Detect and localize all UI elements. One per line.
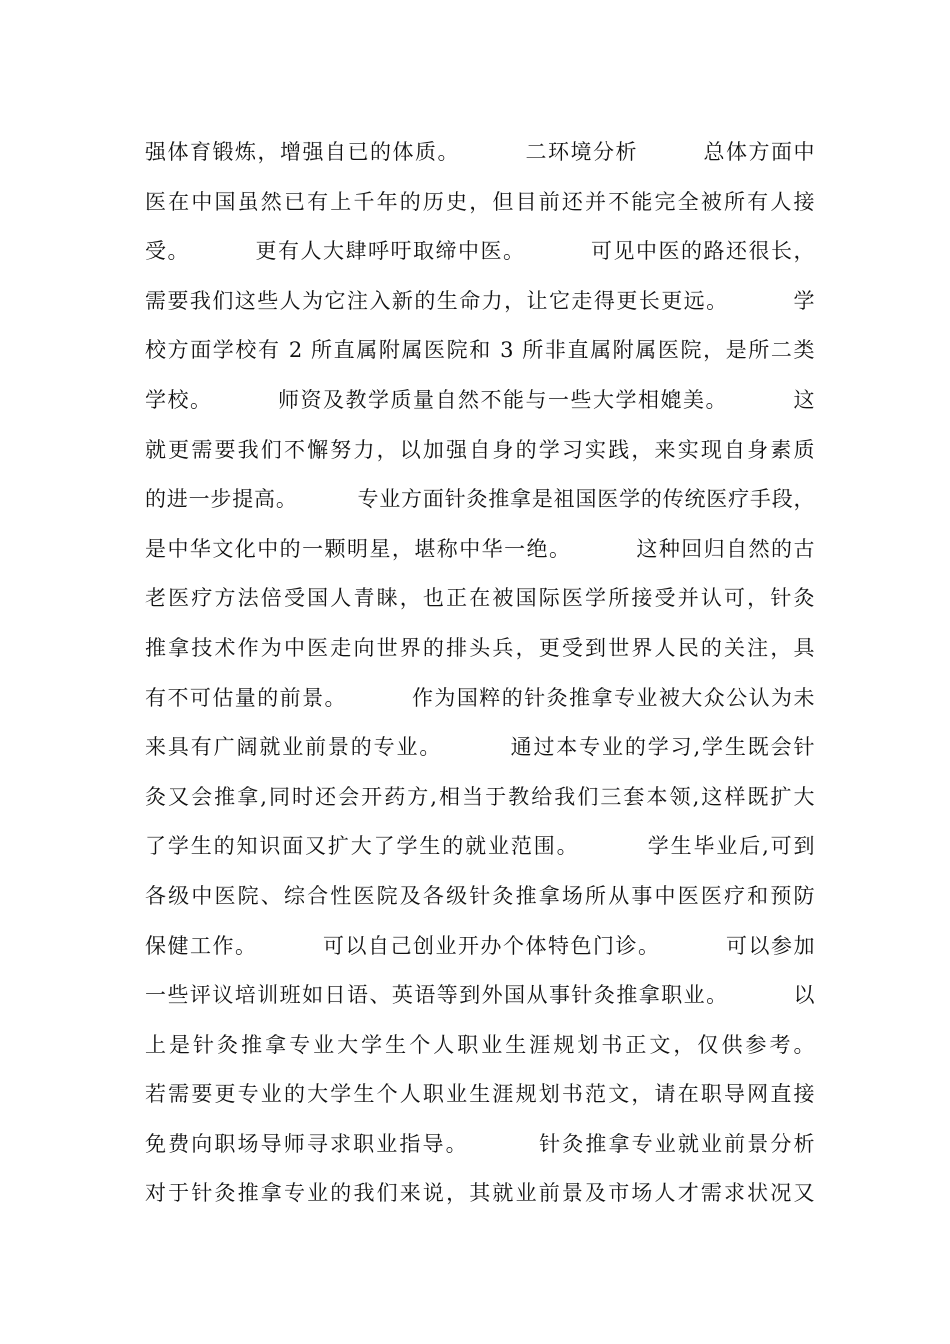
text-line: 需要我们这些人为它注入新的生命力，让它走得更长更远。 学 (145, 288, 815, 313)
text-line: 对于针灸推拿专业的我们来说，其就业前景及市场人才需求状况又 (145, 1181, 815, 1206)
text-line: 学校。 师资及教学质量自然不能与一些大学相媲美。 这 (145, 387, 815, 412)
text-line: 了学生的知识面又扩大了学生的就业范围。 学生毕业后,可到 (145, 834, 815, 859)
text-line: 上是针灸推拿专业大学生个人职业生涯规划书正文，仅供参考。 (145, 1032, 815, 1057)
text-line: 推拿技术作为中医走向世界的排头兵，更受到世界人民的关注，具 (145, 635, 815, 660)
text-line: 保健工作。 可以自己创业开办个体特色门诊。 可以参加 (145, 933, 815, 958)
text-line: 一些评议培训班如日语、英语等到外国从事针灸推拿职业。 以 (145, 983, 815, 1008)
text-line: 有不可估量的前景。 作为国粹的针灸推拿专业被大众公认为未 (145, 685, 815, 710)
body-text (145, 128, 815, 1219)
text-line: 若需要更专业的大学生个人职业生涯规划书范文，请在职导网直接 (145, 1082, 815, 1107)
text-line: 医在中国虽然已有上千年的历史，但目前还并不能完全被所有人接 (145, 189, 815, 214)
text-line: 校方面学校有 2 所直属附属医院和 3 所非直属附属医院，是所二类 (145, 338, 815, 363)
text-line: 灸又会推拿,同时还会开药方,相当于教给我们三套本领,这样既扩大 (145, 784, 815, 809)
text-line: 各级中医院、综合性医院及各级针灸推拿场所从事中医医疗和预防 (145, 883, 815, 908)
text-line: 强体育锻炼，增强自已的体质。 二环境分析 总体方面中 (145, 140, 815, 164)
text-line: 的进一步提高。 专业方面针灸推拿是祖国医学的传统医疗手段， (145, 487, 815, 512)
text-line: 是中华文化中的一颗明星，堪称中华一绝。 这种回归自然的古 (145, 536, 815, 561)
text-line: 来具有广阔就业前景的专业。 通过本专业的学习,学生既会针 (145, 735, 815, 760)
text-line: 就更需要我们不懈努力，以加强自身的学习实践，来实现自身素质 (145, 437, 815, 462)
text-line: 老医疗方法倍受国人青睐，也正在被国际医学所接受并认可，针灸 (145, 586, 815, 611)
text-line: 免费向职场导师寻求职业指导。 针灸推拿专业就业前景分析 (145, 1131, 815, 1156)
text-line: 受。 更有人大肆呼吁取缔中医。 可见中医的路还很长， (145, 239, 815, 264)
